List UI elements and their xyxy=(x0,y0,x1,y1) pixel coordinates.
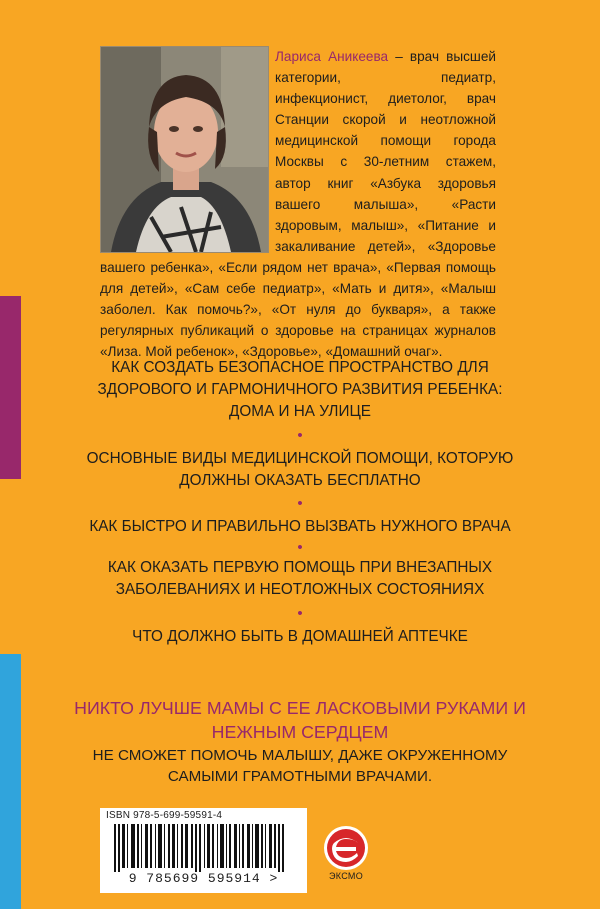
topic-item: КАК СОЗДАТЬ БЕЗОПАСНОЕ ПРОСТРАНСТВО ДЛЯ ЗДОРОВОГО И ГАРМОНИЧНОГО РАЗВИТИЯ РЕБЕНКА: ДОМА И НА УЛИЦЕ xyxy=(97,359,503,421)
bullet-separator: • xyxy=(297,426,303,444)
barcode xyxy=(100,808,307,893)
tagline xyxy=(60,696,540,787)
bullet-separator: • xyxy=(297,495,303,513)
author-name: Лариса Аникеева xyxy=(275,49,389,64)
eksmo-logo-icon xyxy=(318,825,374,871)
publisher-name: ЭКСМО xyxy=(328,871,363,881)
topic-item: ОСНОВНЫЕ ВИДЫ МЕДИЦИНСКОЙ ПОМОЩИ, КОТОРУЮ ДОЛЖНЫ ОКАЗАТЬ БЕСПЛАТНО xyxy=(86,449,514,489)
barcode-bars xyxy=(114,824,294,872)
tagline-main: НИКТО ЛУЧШЕ МАМЫ С ЕЕ ЛАСКОВЫМИ РУКАМИ И НЕЖНЫМ СЕРДЦЕМ xyxy=(74,698,526,742)
blue-side-stripe xyxy=(0,654,21,909)
topics-list xyxy=(80,357,520,648)
author-bio xyxy=(100,46,496,362)
publisher-logo xyxy=(318,825,374,887)
topic-item: ЧТО ДОЛЖНО БЫТЬ В ДОМАШНЕЙ АПТЕЧКЕ xyxy=(132,627,468,645)
topic-item: КАК БЫСТРО И ПРАВИЛЬНО ВЫЗВАТЬ НУЖНОГО ВРАЧА xyxy=(89,518,511,536)
bullet-separator: • xyxy=(297,604,303,622)
plum-side-stripe xyxy=(0,296,21,479)
isbn-number: ISBN 978-5-699-59591-4 xyxy=(106,810,223,821)
tagline-sub: НЕ СМОЖЕТ ПОМОЧЬ МАЛЫШУ, ДАЖЕ ОКРУЖЕННОМУ САМЫМИ ГРАМОТНЫМИ ВРАЧАМИ. xyxy=(92,747,508,785)
author-bio-text: – врач высшей категории, педиатр, инфекционист, диетолог, врач Станции скорой и неотложной медицинской помощи города Москвы с 30-летним стажем, автор книг «Азбука здоровья вашего малыша», «Расти здоровым, малыш», «Питание и закаливание детей», «Здоровье вашего ребенка», «Если рядом нет врача», «Первая помощь для детей», «Сам себе педиатр», «Мать и дитя», «Малыш заболел. Как помочь?», «От нуля до букваря», а также регулярных публикаций о здоровье на страницах журналов «Лиза. Мой ребенок», «Здоровье», «Домашний очаг». xyxy=(100,49,496,360)
bullet-separator: • xyxy=(297,539,303,557)
topic-item: КАК ОКАЗАТЬ ПЕРВУЮ ПОМОЩЬ ПРИ ВНЕЗАПНЫХ ЗАБОЛЕВАНИЯХ И НЕОТЛОЖНЫХ СОСТОЯНИЯХ xyxy=(107,559,493,599)
barcode-digits: 9 785699 595914 > xyxy=(128,871,279,886)
